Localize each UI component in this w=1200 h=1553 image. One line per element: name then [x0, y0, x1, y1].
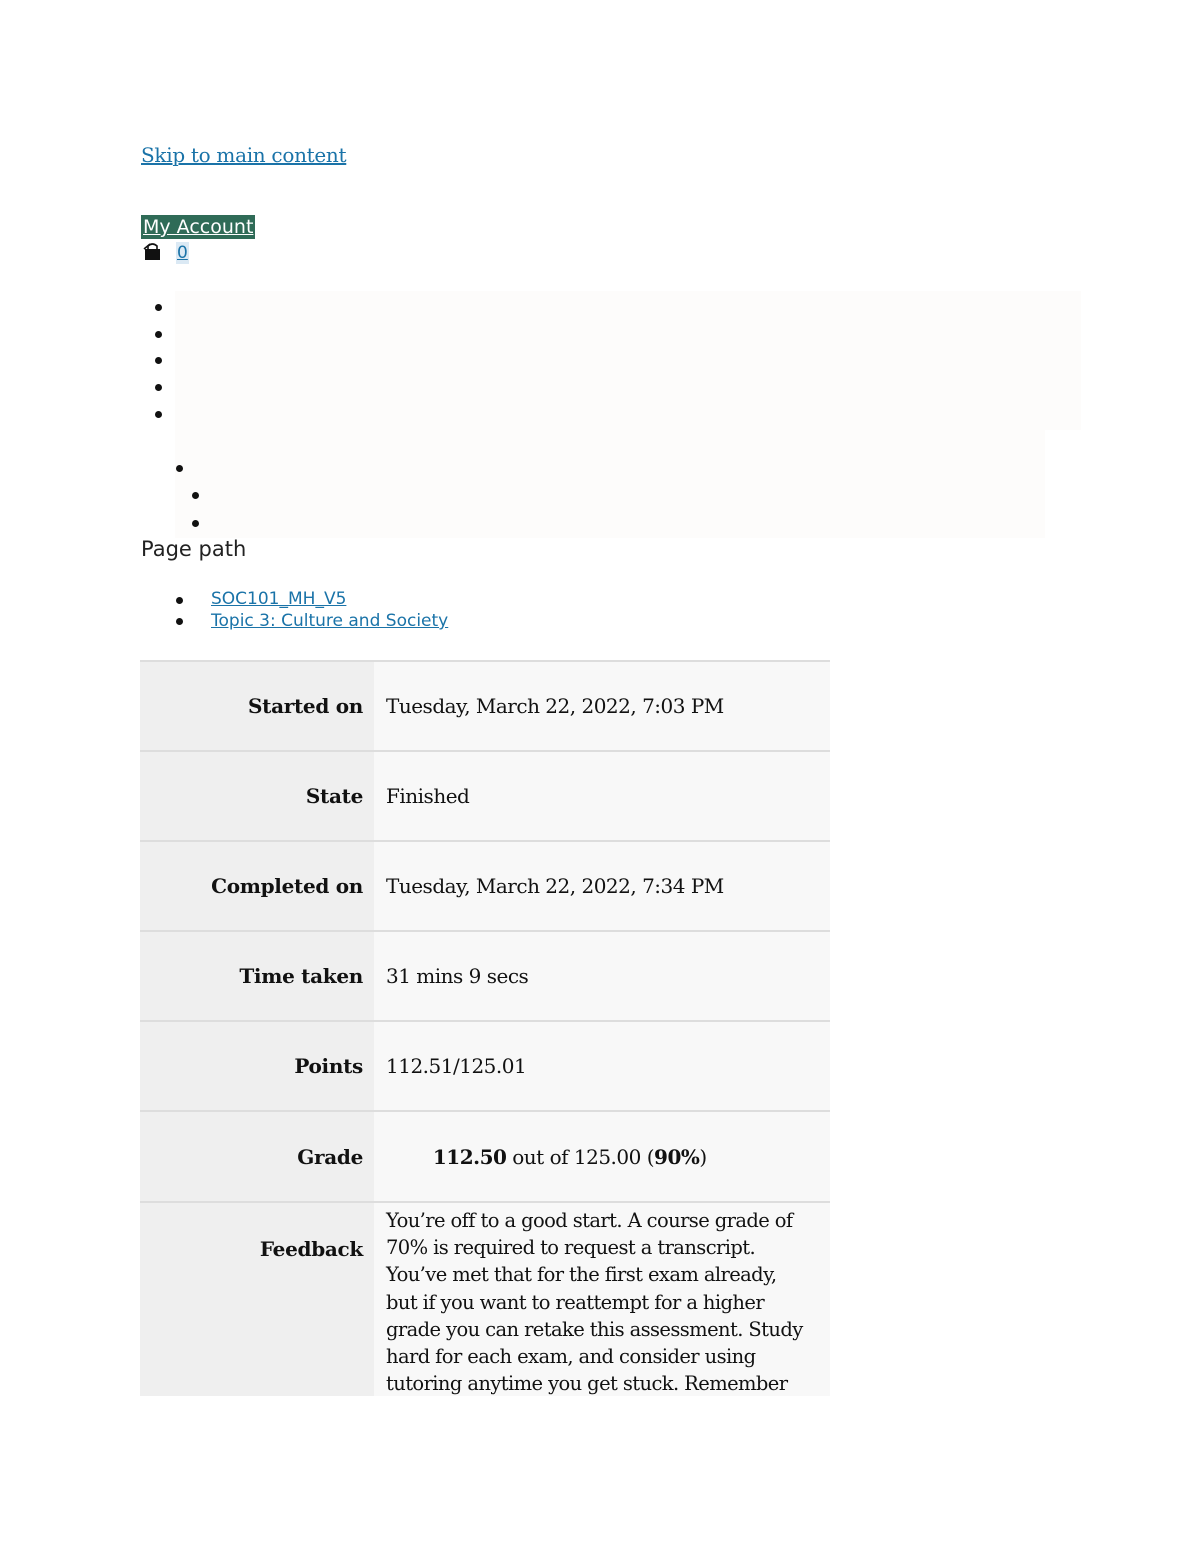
table-row	[140, 750, 830, 840]
menu-item-bullet[interactable]	[155, 357, 162, 364]
table-row	[140, 1020, 830, 1110]
breadcrumb-topic-link[interactable]: Topic 3: Culture and Society	[211, 611, 449, 631]
started-on-value: Tuesday, March 22, 2022, 7:03 PM	[374, 662, 830, 750]
table-row	[140, 1110, 830, 1201]
sub-menu-panel	[175, 430, 1045, 538]
grade-label: Grade	[140, 1112, 374, 1201]
completed-on-label: Completed on	[140, 842, 374, 930]
cart-count-link[interactable]: 0	[177, 243, 188, 263]
table-row	[140, 660, 830, 750]
submenu-item-bullet[interactable]	[192, 520, 199, 527]
grade-value	[374, 1112, 830, 1201]
menu-item-bullet[interactable]	[155, 331, 162, 338]
shopping-bag-icon[interactable]	[143, 242, 163, 262]
my-account-link[interactable]: My Account	[143, 216, 254, 238]
points-value: 112.51/125.01	[374, 1022, 830, 1110]
quiz-attempt-summary-table	[140, 660, 830, 1396]
main-menu-panel	[175, 291, 1081, 430]
breadcrumb-course-link[interactable]: SOC101_MH_V5	[211, 589, 347, 609]
submenu-item-bullet[interactable]	[176, 465, 183, 472]
time-taken-label: Time taken	[140, 932, 374, 1020]
table-row	[140, 840, 830, 930]
completed-on-value: Tuesday, March 22, 2022, 7:34 PM	[374, 842, 830, 930]
feedback-label: Feedback	[140, 1203, 374, 1396]
menu-item-bullet[interactable]	[155, 304, 162, 311]
skip-to-main-content-link[interactable]: Skip to main content	[141, 143, 347, 167]
state-value: Finished	[374, 752, 830, 840]
table-row	[140, 1201, 830, 1396]
grade-close: )	[699, 1144, 707, 1169]
menu-item-bullet[interactable]	[155, 384, 162, 391]
points-label: Points	[140, 1022, 374, 1110]
time-taken-value: 31 mins 9 secs	[374, 932, 830, 1020]
table-row	[140, 930, 830, 1020]
breadcrumb-bullet	[176, 597, 183, 604]
page-path-heading: Page path	[141, 537, 247, 561]
breadcrumb-bullet	[176, 618, 183, 625]
grade-out-of: out of 125.00 (	[506, 1144, 655, 1169]
started-on-label: Started on	[140, 662, 374, 750]
grade-score: 112.50	[432, 1144, 507, 1169]
state-label: State	[140, 752, 374, 840]
menu-item-bullet[interactable]	[155, 411, 162, 418]
feedback-text: You’re off to a good start. A course grade of 70% is required to request a transcript. You’ve met that for the first exam already, but if you want to reattempt for a higher grade you can retake this assessment. Study hard for each exam, and consider using tutoring anytime you get stuck. Remember	[374, 1203, 830, 1396]
grade-percent: 90%	[654, 1144, 700, 1169]
submenu-item-bullet[interactable]	[192, 492, 199, 499]
